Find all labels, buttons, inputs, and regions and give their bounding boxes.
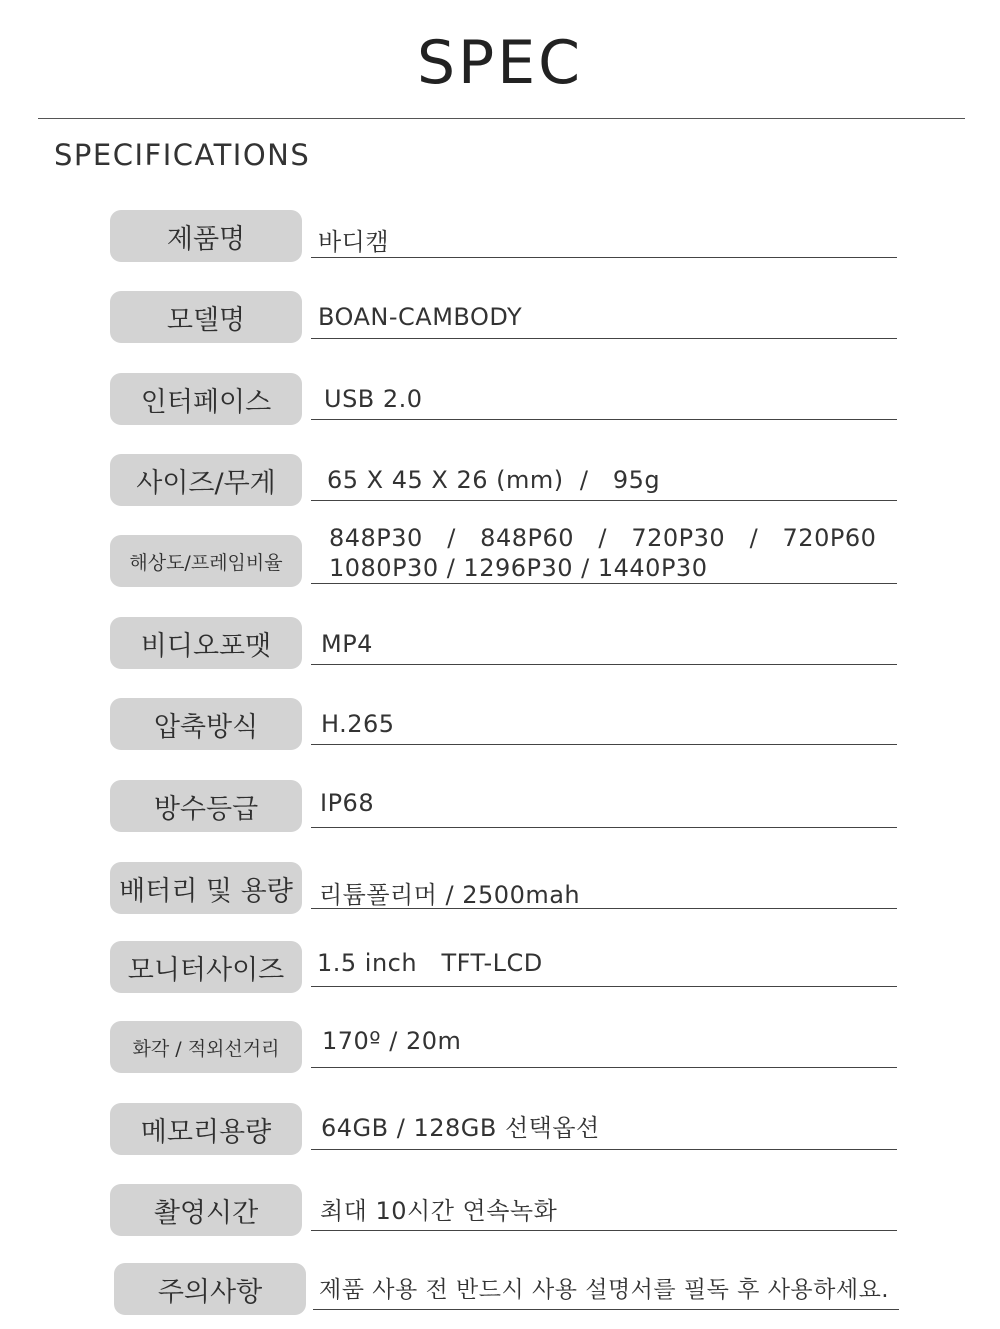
spec-value: BOAN-CAMBODY [318, 303, 523, 331]
spec-underline [311, 257, 897, 258]
spec-underline [311, 986, 897, 987]
spec-value: MP4 [321, 630, 373, 658]
spec-label: 촬영시간 [110, 1184, 302, 1236]
spec-underline [311, 1230, 897, 1231]
spec-value-line2: 1080P30 / 1296P30 / 1440P30 [329, 554, 708, 582]
spec-underline [311, 338, 897, 339]
spec-underline [311, 827, 897, 828]
spec-label: 압축방식 [110, 698, 302, 750]
spec-label: 비디오포맷 [110, 617, 302, 669]
spec-value: USB 2.0 [324, 385, 423, 413]
spec-label: 방수등급 [110, 780, 302, 832]
spec-value: 64GB / 128GB 선택옵션 [321, 1114, 600, 1142]
spec-underline [311, 419, 897, 420]
spec-value: 65 X 45 X 26 (mm) / 95g [327, 466, 661, 494]
spec-underline [311, 908, 897, 909]
spec-underline [311, 1067, 897, 1068]
spec-underline [311, 664, 897, 665]
spec-underline [311, 583, 897, 584]
spec-value: 170º / 20m [322, 1027, 462, 1055]
spec-label: 사이즈/무게 [110, 454, 302, 506]
spec-underline [311, 500, 897, 501]
spec-label: 모니터사이즈 [110, 941, 302, 993]
spec-label: 인터페이스 [110, 373, 302, 425]
spec-value: 바디캠 [318, 228, 390, 256]
spec-value-line1: 848P30 / 848P60 / 720P30 / 720P60 [329, 524, 877, 552]
title-divider [38, 118, 965, 119]
spec-underline [311, 744, 897, 745]
spec-value: 리튬폴리머 / 2500mah [319, 881, 581, 909]
spec-label: 주의사항 [114, 1263, 306, 1315]
spec-label: 제품명 [110, 210, 302, 262]
spec-label: 화각 / 적외선거리 [110, 1021, 302, 1073]
spec-underline [311, 1149, 897, 1150]
spec-label: 모델명 [110, 291, 302, 343]
spec-label: 배터리 및 용량 [110, 862, 302, 914]
spec-value: IP68 [320, 789, 375, 817]
spec-label: 메모리용량 [110, 1103, 302, 1155]
section-subtitle: SPECIFICATIONS [54, 138, 311, 172]
spec-value: H.265 [321, 710, 395, 738]
spec-label: 해상도/프레임비율 [110, 535, 302, 587]
spec-underline [313, 1309, 899, 1310]
spec-value: 최대 10시간 연속녹화 [320, 1197, 558, 1225]
spec-value: 1.5 inch TFT-LCD [317, 949, 543, 977]
spec-value: 제품 사용 전 반드시 사용 설명서를 필독 후 사용하세요. [319, 1277, 890, 1303]
page-title: SPEC [416, 28, 584, 98]
